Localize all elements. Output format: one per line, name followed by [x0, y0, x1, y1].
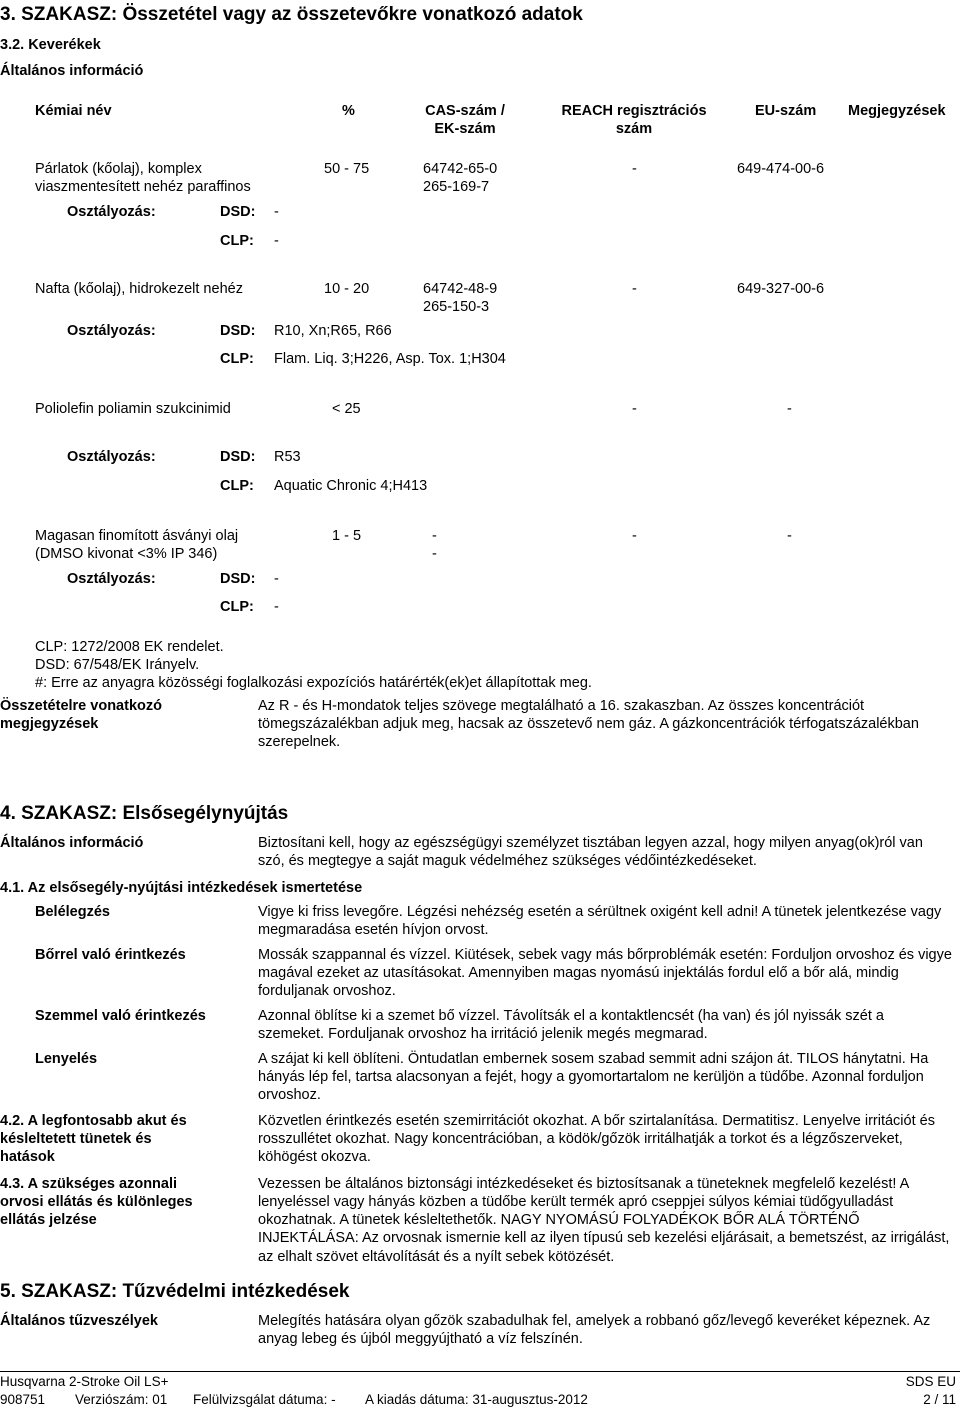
- clp-label: CLP:: [220, 599, 254, 615]
- row-name-line: Poliolefin poliamin szukcinimid: [35, 401, 231, 417]
- first-aid-general-label: Általános információ: [0, 835, 144, 851]
- classification-label: Osztályozás:: [67, 204, 156, 220]
- row-reach: -: [632, 401, 637, 417]
- dsd-value: R53: [274, 449, 301, 465]
- classification-label: Osztályozás:: [67, 571, 156, 587]
- dsd-value: R10, Xn;R65, R66: [274, 323, 392, 339]
- hash-note: #: Erre az anyagra közösségi foglalkozási expozíciós határérték(ek)et állapítottak meg.: [35, 675, 592, 691]
- row-percent: 1 - 5: [332, 528, 362, 544]
- col-eu: EU-szám: [755, 103, 817, 119]
- row-name-line: Párlatok (kőolaj), komplex: [35, 161, 202, 177]
- footer-issue-date: A kiadás dátuma: 31-augusztus-2012: [365, 1392, 588, 1407]
- col-cas: CAS-szám / EK-szám: [425, 103, 505, 138]
- row-reach: -: [632, 281, 637, 297]
- subsection-4-1: 4.1. Az elsősegély-nyújtási intézkedések ismertetése: [0, 880, 363, 896]
- row-name-line: Magasan finomított ásványi olaj: [35, 528, 239, 544]
- classification-label: Osztályozás:: [67, 449, 156, 465]
- section-3-title: 3. SZAKASZ: Összetétel vagy az összetevőkre vonatkozó adatok: [0, 4, 583, 25]
- clp-value: Aquatic Chronic 4;H413: [274, 478, 428, 494]
- fire-hazards-label: Általános tűzveszélyek: [0, 1313, 158, 1329]
- row-name-line: (DMSO kivonat <3% IP 346): [35, 546, 218, 562]
- clp-value: -: [274, 233, 279, 249]
- col-reach: REACH regisztrációs szám: [561, 103, 707, 138]
- inhalation-label: Belélegzés: [35, 904, 110, 920]
- clp-note: CLP: 1272/2008 EK rendelet.: [35, 639, 224, 655]
- skin-contact-label: Bőrrel való érintkezés: [35, 947, 186, 963]
- row-cas: 64742-48-9: [423, 281, 498, 297]
- clp-value: -: [274, 599, 279, 615]
- row-eu: 649-327-00-6: [737, 281, 825, 297]
- symptoms-text: Közvetlen érintkezés esetén szemirritációt okozhat. A bőr szirtalanítása. Dermatitisz. Lenyelve irritációt és rosszullétet okozhat. Nagy koncentrációban, a ködök/gőzök irritálhatják a torkot és a légzőszerveket, köhögést okozva.: [258, 1113, 935, 1166]
- row-ek: 265-169-7: [423, 179, 490, 195]
- subsection-4-2: 4.2. A legfontosabb akut és késleltetett tünetek és hatások: [0, 1113, 187, 1166]
- dsd-note: DSD: 67/548/EK Irányelv.: [35, 657, 200, 673]
- composition-label: Összetételre vonatkozó megjegyzések: [0, 698, 162, 733]
- row-eu: -: [787, 401, 792, 417]
- ingestion-label: Lenyelés: [35, 1051, 98, 1067]
- inhalation-text: Vigye ki friss levegőre. Légzési nehézség esetén a sérültnek oxigént kell adni! A tünetek jelentkezése vagy megmaradása esetén hívjon orvost.: [258, 904, 942, 939]
- footer-number: 908751: [0, 1392, 46, 1407]
- row-cas: -: [432, 528, 437, 544]
- footer-page-number: 2 / 11: [923, 1392, 956, 1407]
- footer-review-date: Felülvizsgálat dátuma: -: [193, 1392, 336, 1407]
- dsd-value: -: [274, 204, 279, 220]
- dsd-label: DSD:: [220, 449, 256, 465]
- clp-label: CLP:: [220, 351, 254, 367]
- col-percent: %: [342, 103, 355, 119]
- row-percent: 10 - 20: [324, 281, 370, 297]
- row-percent: 50 - 75: [324, 161, 370, 177]
- section-4-title: 4. SZAKASZ: Elsősegélynyújtás: [0, 803, 289, 824]
- general-info-heading: Általános információ: [0, 63, 144, 79]
- row-name-line: Nafta (kőolaj), hidrokezelt nehéz: [35, 281, 243, 297]
- eye-contact-text: Azonnal öblítse ki a szemet bő vízzel. Távolítsák el a kontaktlencsét (ha van) és jól nyissák szét a szemeket. Forduljanak orvoshoz ha irritáció jelenik megés megmarad.: [258, 1008, 884, 1043]
- row-reach: -: [632, 161, 637, 177]
- dsd-label: DSD:: [220, 204, 256, 220]
- fire-hazards-text: Melegítés hatására olyan gőzök szabadulhak fel, amelyek a robbanó gőz/levegő keveréket képeznek. Az anyag lebeg és újból meggyújtható a víz felszínén.: [258, 1313, 931, 1348]
- dsd-label: DSD:: [220, 571, 256, 587]
- clp-label: CLP:: [220, 233, 254, 249]
- dsd-value: -: [274, 571, 279, 587]
- footer-product: Husqvarna 2-Stroke Oil LS+: [0, 1374, 169, 1389]
- row-reach: -: [632, 528, 637, 544]
- row-ek: 265-150-3: [423, 299, 490, 315]
- col-notes: Megjegyzések: [848, 103, 946, 119]
- eye-contact-label: Szemmel való érintkezés: [35, 1008, 206, 1024]
- dsd-label: DSD:: [220, 323, 256, 339]
- ingestion-text: A szájat ki kell öblíteni. Öntudatlan embernek sosem szabad semmit adni szájon át. TILOS hánytatni. Ha hányás lép fel, tartsa alacsonyan a fejét, hogy a gyomortartalom ne kerüljön a tüdőbe. Azonnal forduljon orvoshoz.: [258, 1051, 929, 1104]
- row-ek: -: [432, 546, 437, 562]
- row-eu: -: [787, 528, 792, 544]
- classification-label: Osztályozás:: [67, 323, 156, 339]
- medical-attention-text: Vezessen be általános biztonsági intézkedéseket és biztosítsanak a tüneteknek megfelelő kezelést! A lenyeléssel vagy hányás közben a tüdőbe került termék apró cseppjei súlyos kémiai tüdőgyulladást okozhatnak. A tünetek késleltethetők. NAGY NYOMÁSÚ FOLYADÉKOK BŐR ALÁ TÖRTÉNŐ INJEKTÁLÁSA: Az orvosnak ismernie kell az ilyen típusú seb kezelési eljárásait, a bemetszést, az irrigálást, az elhalt szövet eltávolítását és a nyílt sebek kötözését.: [258, 1176, 950, 1265]
- subsection-4-3: 4.3. A szükséges azonnali orvosi ellátás és különleges ellátás jelzése: [0, 1176, 193, 1229]
- footer-doc-type: SDS EU: [905, 1374, 956, 1389]
- row-eu: 649-474-00-6: [737, 161, 825, 177]
- clp-value: Flam. Liq. 3;H226, Asp. Tox. 1;H304: [274, 351, 506, 367]
- first-aid-general-text: Biztosítani kell, hogy az egészségügyi személyzet tisztában legyen azzal, hogy milyen anyag(ok)ról van szó, és megtegye a saját maguk védelméhez szükséges védőintézkedéseket.: [258, 835, 923, 870]
- composition-text: Az R - és H-mondatok teljes szövege megtalálható a 16. szakaszban. Az összes koncentrációt tömegszázalékban adjuk meg, hacsak az összetevő nem gáz. A gázkoncentrációk térfogatszázalékban szerepelnek.: [258, 698, 919, 751]
- section-5-title: 5. SZAKASZ: Tűzvédelmi intézkedések: [0, 1281, 350, 1302]
- footer-version: Verziószám: 01: [75, 1392, 168, 1407]
- row-percent: < 25: [332, 401, 361, 417]
- skin-contact-text: Mossák szappannal és vízzel. Kiütések, sebek vagy más bőrproblémák esetén: Forduljon orvoshoz és vigye magával ezeket az utasításokat. Amennyiben magas nyomású injektálás fordul elő a bőr alá, mindig forduljanak orvoshoz.: [258, 947, 952, 1000]
- row-name-line: viaszmentesített nehéz paraffinos: [35, 179, 251, 195]
- footer-divider: [0, 1371, 960, 1372]
- col-chemical-name: Kémiai név: [35, 103, 112, 119]
- clp-label: CLP:: [220, 478, 254, 494]
- subsection-3-2: 3.2. Keverékek: [0, 37, 101, 53]
- row-cas: 64742-65-0: [423, 161, 498, 177]
